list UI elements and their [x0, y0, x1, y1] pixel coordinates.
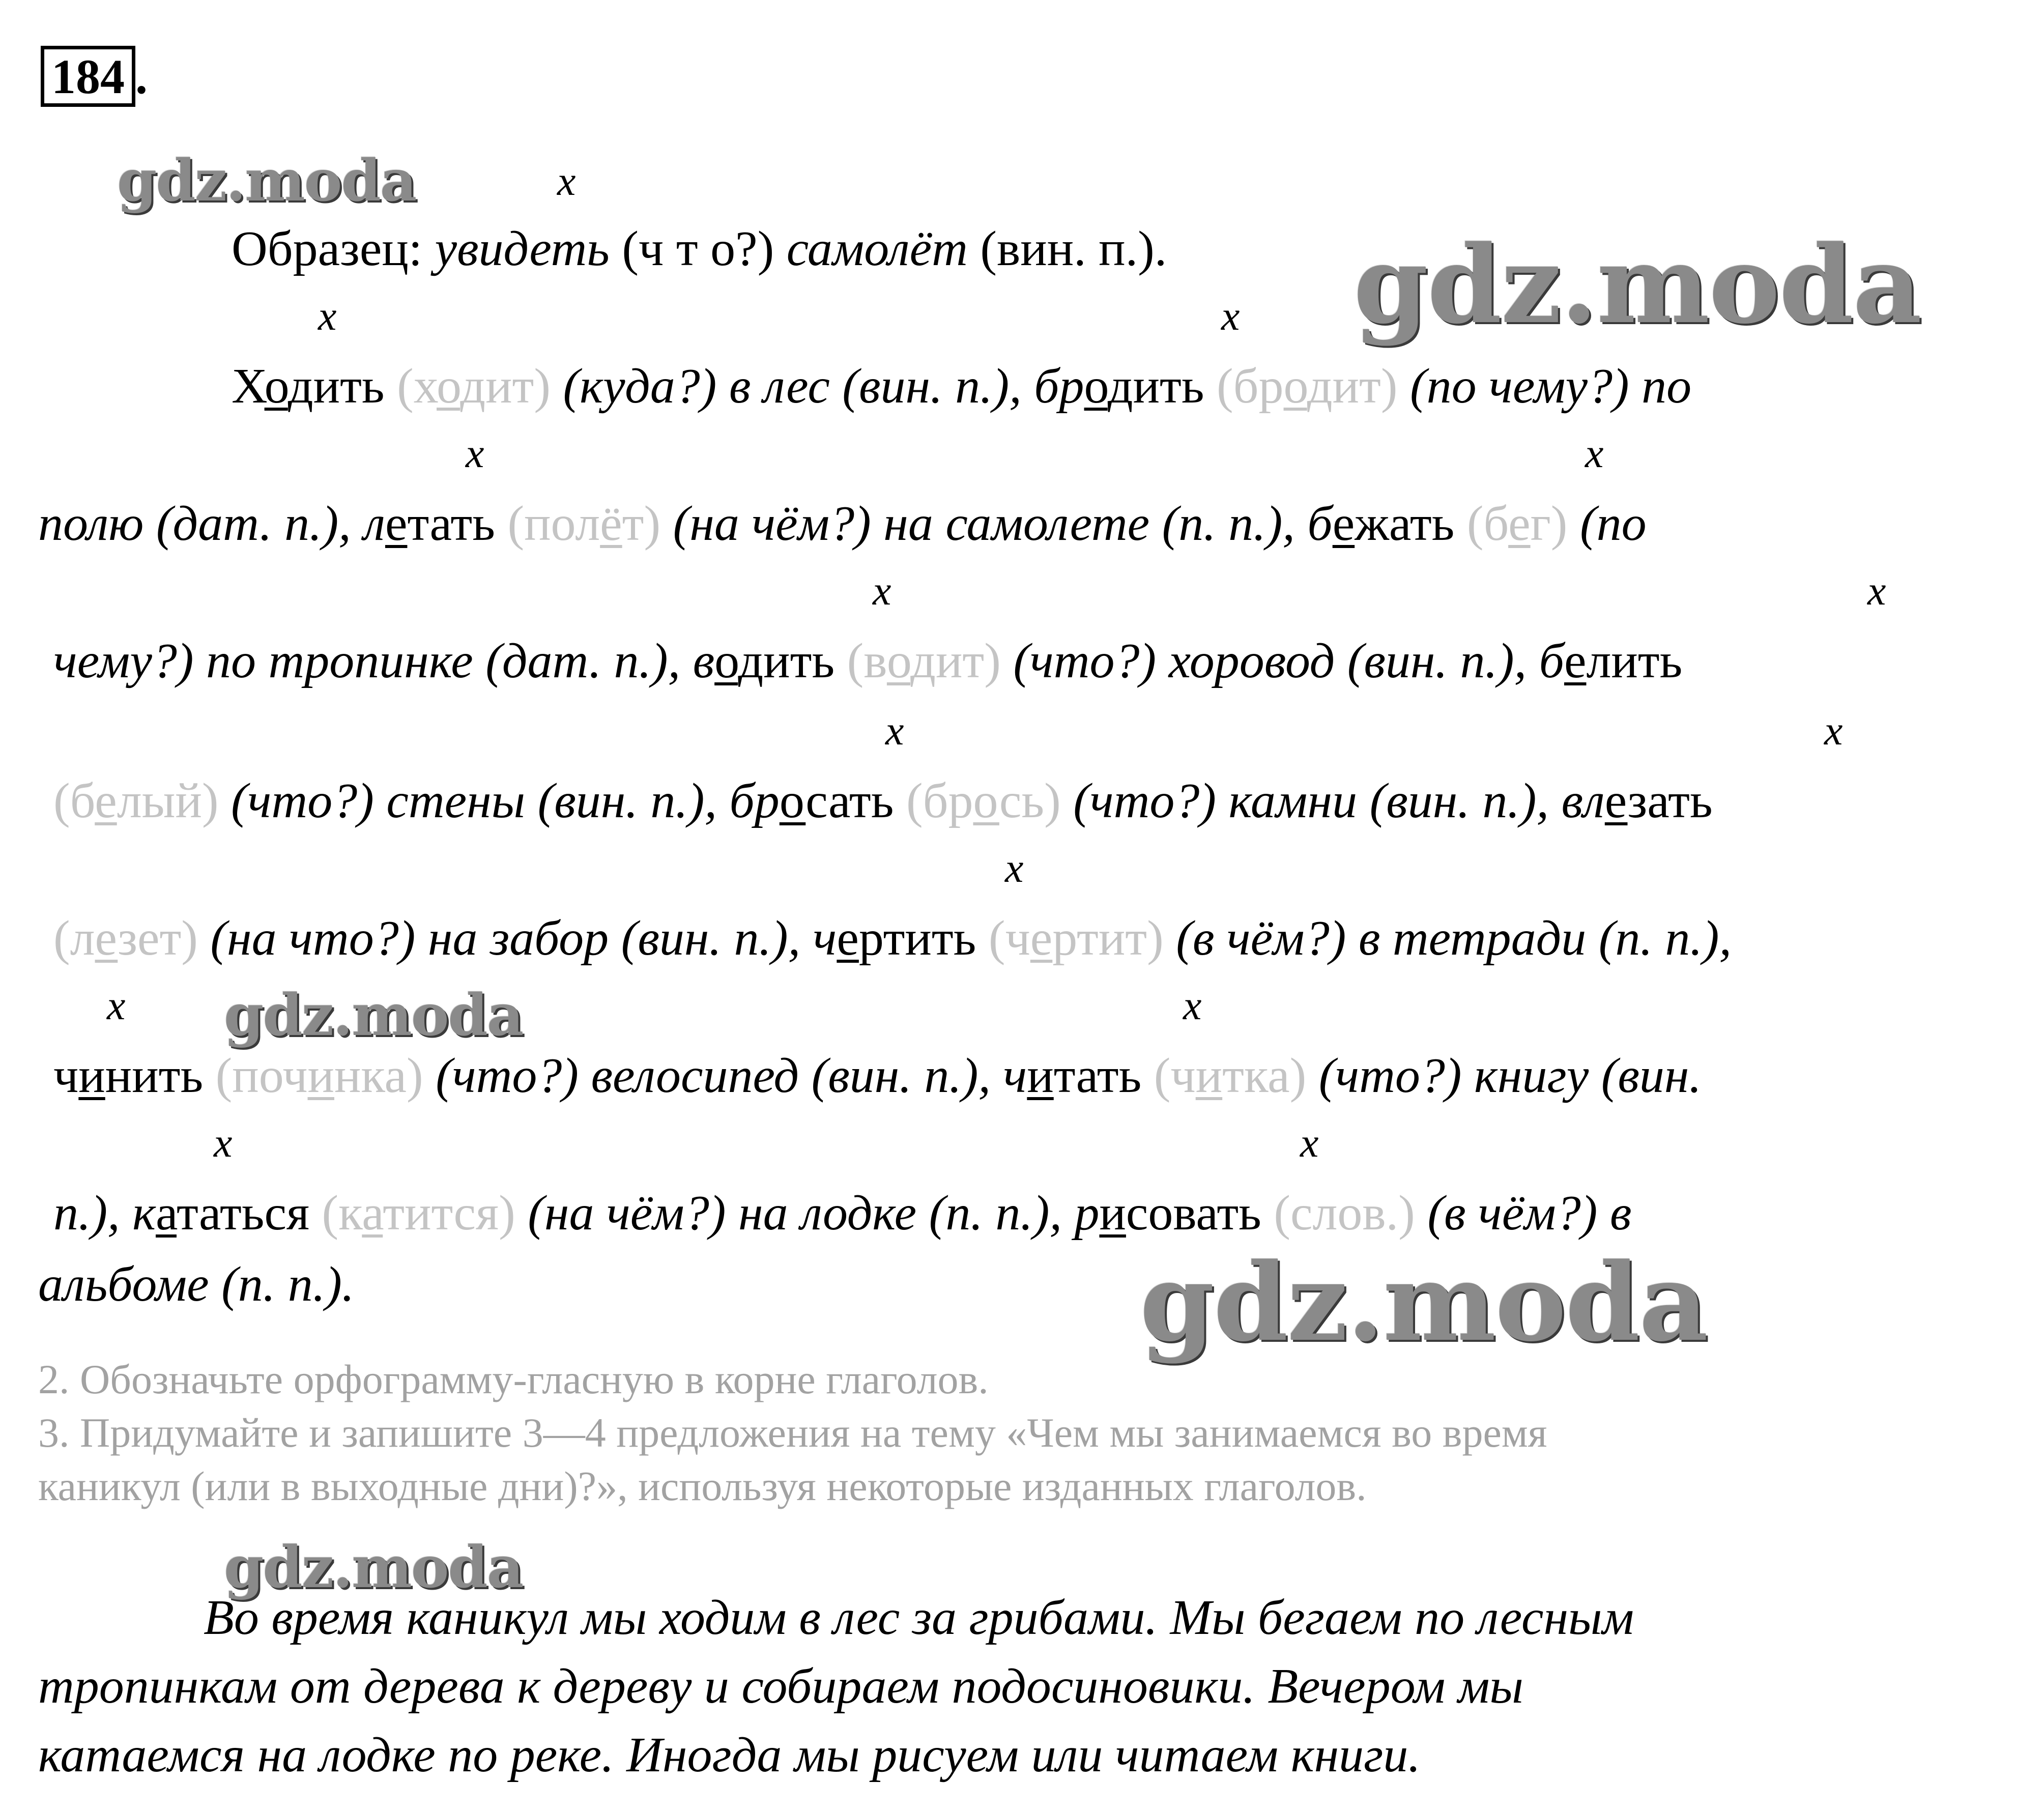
check-word: (в	[847, 634, 887, 688]
verb-text: таться	[176, 1186, 322, 1241]
check-word: (л	[53, 911, 95, 966]
root-vowel: е	[385, 496, 408, 551]
sample-label: Образец:	[232, 221, 435, 276]
answer-line: катаемся на лодке по реке. Иногда мы рисуем или читаем книги.	[38, 1728, 1421, 1783]
stress-mark: x	[318, 293, 337, 339]
verb-text: дить	[1107, 359, 1217, 414]
check-word: тится)	[383, 1186, 515, 1241]
exercise-line	[38, 1257, 355, 1312]
check-word: тка)	[1222, 1048, 1307, 1103]
exercise-line	[38, 496, 1647, 551]
phrase-text: (что?) стены (вин. п.), бр	[218, 773, 780, 828]
check-word: (б	[53, 773, 95, 828]
stress-mark: x	[1585, 430, 1604, 476]
check-vowel: е	[1030, 911, 1053, 966]
watermark-logo: gdz.moda	[117, 148, 416, 214]
watermark-logo: gdz.moda	[1140, 1240, 1708, 1365]
root-vowel: о	[264, 359, 288, 414]
phrase-text: (куда?) в лес (вин. п.), бр	[551, 359, 1084, 414]
phrase-text: (что?) книгу (вин.	[1306, 1048, 1702, 1103]
exercise-line	[232, 359, 1692, 414]
root-vowel: о	[779, 773, 806, 828]
task-item: 2. Обозначьте орфограмму-гласную в корне глаголов.	[38, 1356, 989, 1402]
check-vowel: е	[95, 773, 117, 828]
check-word: (пол	[507, 496, 600, 551]
check-word: (ч	[1154, 1048, 1196, 1103]
sample-noun: самолёт	[786, 221, 968, 276]
check-word: (к	[322, 1186, 362, 1241]
answer-line: тропинкам от дерева к дереву и собираем подосиновики. Вечером мы	[38, 1659, 1523, 1714]
phrase-text: (на чём?) на самолете (п. п.), б	[660, 496, 1333, 551]
check-vowel: о	[1283, 359, 1307, 414]
sample-line	[232, 221, 1167, 276]
stress-mark: x	[1867, 567, 1886, 614]
check-word: (бр	[906, 773, 973, 828]
check-word: ртит)	[1052, 911, 1164, 966]
exercise-line	[53, 1048, 1702, 1103]
root-vowel: а	[155, 1186, 177, 1241]
phrase-text: (в чём?) в тетради (п. п.),	[1163, 911, 1732, 966]
phrase-text: чему?) по тропинке (дат. п.), в	[53, 634, 715, 688]
verb-text: нить	[105, 1048, 216, 1103]
root-vowel: е	[837, 911, 859, 966]
verb-text: зать	[1627, 773, 1713, 828]
check-vowel: и	[1195, 1048, 1223, 1103]
check-vowel: о	[886, 634, 911, 688]
stress-mark: x	[873, 567, 891, 614]
check-word: дит)	[460, 359, 551, 414]
check-word: г)	[1530, 496, 1568, 551]
stress-mark: x	[557, 158, 576, 204]
sample-verb: увидеть	[435, 221, 610, 276]
root-vowel: и	[1099, 1186, 1126, 1241]
stress-mark: x	[1221, 293, 1240, 339]
phrase-text: (в чём?) в	[1415, 1186, 1632, 1241]
check-word: т)	[622, 496, 661, 551]
verb-text: дить	[738, 634, 847, 688]
stress-mark: x	[1824, 707, 1843, 754]
phrase-text: (на чём?) на лодке (п. п.), р	[515, 1186, 1100, 1241]
stress-mark: x	[214, 1119, 233, 1166]
task-number-box: 184	[41, 46, 135, 107]
check-word: (х	[397, 359, 437, 414]
check-word: нка)	[334, 1048, 423, 1103]
sample-case: (вин. п.).	[967, 221, 1167, 276]
phrase-text: полю (дат. п.), л	[38, 496, 385, 551]
verb-text: жать	[1355, 496, 1467, 551]
phrase-text: (по чему?) по	[1397, 359, 1692, 414]
check-word: (слов.)	[1274, 1186, 1415, 1241]
check-vowel: и	[307, 1048, 334, 1103]
check-word: дит)	[910, 634, 1001, 688]
check-word: (б	[1466, 496, 1509, 551]
task-number	[41, 46, 148, 107]
verb-text: лить	[1586, 634, 1683, 688]
task-item: 3. Придумайте и запишите 3—4 предложения на тему «Чем мы занимаемся во время	[38, 1410, 1547, 1456]
verb-text: сать	[805, 773, 906, 828]
check-vowel: е	[1508, 496, 1531, 551]
root-vowel: и	[78, 1048, 105, 1103]
verb-text: ртить	[858, 911, 989, 966]
stress-mark: x	[885, 707, 904, 754]
stress-mark: x	[1300, 1119, 1319, 1166]
exercise-line	[53, 911, 1732, 966]
root-vowel: о	[1084, 359, 1108, 414]
root-vowel: о	[714, 634, 738, 688]
check-word: зет)	[118, 911, 198, 966]
answer-line: Во время каникул мы ходим в лес за грибами. Мы бегаем по лесным	[204, 1590, 1634, 1645]
check-vowel: е	[95, 911, 118, 966]
check-vowel: о	[973, 773, 999, 828]
verb-text: Х	[232, 359, 265, 414]
watermark-logo: gdz.moda	[224, 982, 523, 1049]
root-vowel: е	[1332, 496, 1355, 551]
phrase-text: п.), к	[53, 1186, 156, 1241]
check-vowel: о	[437, 359, 460, 414]
task-number-suffix: .	[135, 49, 148, 104]
verb-text: дить	[287, 359, 397, 414]
sample-question: (ч т о?)	[609, 221, 787, 276]
stress-mark: x	[1005, 845, 1024, 891]
verb-text: тать	[407, 496, 508, 551]
check-word: (поч	[215, 1048, 308, 1103]
watermark-logo: gdz.moda	[224, 1534, 523, 1601]
check-vowel: ё	[600, 496, 622, 551]
check-word: (бр	[1217, 359, 1284, 414]
check-word: дит)	[1307, 359, 1398, 414]
root-vowel: и	[1027, 1048, 1054, 1103]
phrase-text: (по	[1567, 496, 1647, 551]
check-word: сь)	[999, 773, 1061, 828]
exercise-line	[53, 636, 1682, 686]
exercise-line	[53, 1186, 1632, 1241]
check-vowel: а	[362, 1186, 383, 1241]
phrase-text: альбоме (п. п.).	[38, 1257, 355, 1312]
phrase-text: (что?) велосипед (вин. п.), ч	[423, 1048, 1027, 1103]
task-item: каникул (или в выходные дни)?», используя некоторые изданных глаголов.	[38, 1463, 1367, 1509]
stress-mark: x	[107, 982, 126, 1028]
check-word: лый)	[117, 773, 219, 828]
verb-text: тать	[1053, 1048, 1154, 1103]
root-vowel: е	[1604, 773, 1628, 828]
phrase-text: (на что?) на забор (вин. п.), ч	[197, 911, 837, 966]
phrase-text: (что?) хоровод (вин. п.), б	[1000, 634, 1564, 688]
stress-mark: x	[1183, 982, 1202, 1028]
check-word: (ч	[988, 911, 1030, 966]
verb-text: совать	[1126, 1186, 1274, 1241]
root-vowel: е	[1564, 634, 1587, 688]
verb-text: ч	[53, 1048, 79, 1103]
phrase-text: (что?) камни (вин. п.), вл	[1060, 773, 1605, 828]
watermark-logo: gdz.moda	[1354, 222, 1921, 348]
stress-mark: x	[466, 430, 484, 476]
exercise-line	[53, 773, 1713, 828]
